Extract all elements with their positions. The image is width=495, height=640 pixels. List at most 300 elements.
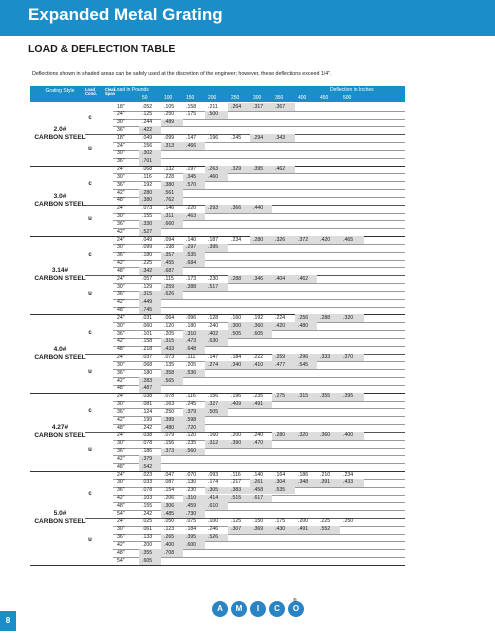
row-divider: [113, 111, 405, 112]
deflection-cell: .184: [186, 526, 197, 533]
deflection-cell: .473: [186, 338, 197, 345]
deflection-cell: .300: [231, 322, 242, 329]
deflection-cell: .245: [231, 134, 242, 141]
deflection-cell: .240: [208, 322, 219, 329]
deflection-cell: .317: [253, 103, 264, 110]
clear-span-cell: 36": [117, 408, 125, 415]
deflection-cell: .155: [142, 502, 153, 509]
deflection-cell: .125: [231, 518, 242, 525]
deflection-cell: .542: [142, 463, 153, 470]
deflection-cell: .358: [164, 369, 175, 376]
deflection-cell: .491: [298, 526, 309, 533]
deflection-cell: .099: [164, 134, 175, 141]
deflection-cell: .038: [142, 432, 153, 439]
row-divider: [113, 252, 405, 253]
deflection-cell: .306: [164, 502, 175, 509]
deflection-cell: .409: [231, 401, 242, 408]
deflection-cell: .366: [231, 205, 242, 212]
deflection-cell: .070: [186, 471, 197, 478]
deflection-cell: .288: [231, 275, 242, 282]
deflection-cell: .155: [142, 213, 153, 220]
grating-style-weight: 4.0#: [53, 345, 67, 353]
deflection-cell: .470: [253, 440, 264, 447]
logo-letter: A: [212, 601, 228, 617]
deflection-cell: .391: [320, 479, 331, 486]
deflection-cell: .078: [142, 487, 153, 494]
header-load-250: 250: [231, 95, 240, 101]
deflection-cell: .192: [253, 314, 264, 321]
clear-span-cell: 30": [117, 322, 125, 329]
grating-style-material: CARBON STEEL: [34, 431, 86, 439]
deflection-cell: .234: [231, 236, 242, 243]
deflection-cell: .373: [164, 448, 175, 455]
clear-span-cell: 48": [117, 197, 125, 204]
clear-span-cell: 30": [117, 119, 125, 126]
load-cond-label: c: [88, 114, 92, 121]
deflection-cell: .459: [186, 502, 197, 509]
deflection-cell: .466: [186, 142, 197, 149]
deflection-cell: .433: [343, 479, 354, 486]
grating-style-label: [30, 267, 90, 283]
deflection-cell: .050: [164, 518, 175, 525]
deflection-cell: .200: [142, 541, 153, 548]
deflection-cell: .399: [164, 416, 175, 423]
clear-span-cell: 30": [117, 440, 125, 447]
deflection-cell: .414: [208, 495, 219, 501]
clear-span-cell: 30": [117, 361, 125, 368]
deflection-cell: .228: [164, 173, 175, 180]
deflection-cell: .458: [253, 487, 264, 494]
deflection-cell: .199: [142, 416, 153, 423]
deflection-cell: .234: [343, 471, 354, 478]
deflection-cell: .380: [142, 197, 153, 204]
deflection-cell: .250: [164, 408, 175, 415]
deflection-cell: .462: [298, 275, 309, 282]
load-cond-label: c: [88, 251, 92, 258]
clear-span-cell: 42": [117, 260, 125, 267]
deflection-cell: .561: [164, 189, 175, 196]
deflection-cell: .187: [208, 236, 219, 243]
clear-span-cell: 36": [117, 534, 125, 541]
grating-style-label: [30, 193, 90, 209]
deflection-cell: .302: [142, 150, 153, 157]
deflection-cell: .205: [186, 361, 197, 368]
deflection-cell: .430: [275, 526, 286, 533]
clear-span-cell: 42": [117, 228, 125, 235]
clear-span-cell: 48": [117, 549, 125, 556]
deflection-cell: .307: [231, 526, 242, 533]
deflection-cell: .360: [320, 432, 331, 439]
deflection-cell: .701: [142, 158, 153, 165]
clear-span-cell: 48": [117, 267, 125, 274]
deflection-cell: .158: [186, 103, 197, 110]
deflection-cell: .093: [208, 471, 219, 478]
deflection-cell: .420: [320, 236, 331, 243]
deflection-cell: .390: [231, 440, 242, 447]
deflection-cell: .310: [186, 330, 197, 337]
deflection-cell: .156: [164, 440, 175, 447]
row-divider: [113, 173, 405, 174]
row-divider: [113, 244, 405, 245]
deflection-cell: .433: [164, 346, 175, 353]
logo-letter: O: [288, 601, 304, 617]
deflection-cell: .340: [231, 361, 242, 368]
load-cond-label: c: [88, 408, 92, 415]
deflection-cell: .147: [186, 134, 197, 141]
deflection-cell: .275: [275, 393, 286, 400]
deflection-cell: .245: [186, 401, 197, 408]
row-divider: [113, 534, 405, 535]
deflection-cell: .440: [253, 205, 264, 212]
clear-span-cell: 54": [117, 510, 125, 517]
deflection-cell: .135: [164, 361, 175, 368]
row-divider: [113, 424, 405, 425]
deflection-cell: .225: [142, 260, 153, 267]
deflection-cell: .296: [298, 354, 309, 361]
clear-span-cell: 36": [117, 126, 125, 133]
deflection-cell: .164: [275, 471, 286, 478]
deflection-cell: .037: [142, 354, 153, 361]
grating-style-material: CARBON STEEL: [34, 353, 86, 361]
deflection-cell: .402: [208, 330, 219, 337]
clear-span-cell: 42": [117, 338, 125, 345]
deflection-cell: .355: [142, 549, 153, 556]
deflection-cell: .684: [186, 260, 197, 267]
deflection-cell: .342: [142, 267, 153, 274]
clear-span-cell: 36": [117, 252, 125, 259]
header-load-500: 500: [343, 95, 352, 101]
clear-span-cell: 36": [117, 220, 125, 227]
clear-span-cell: 42": [117, 455, 125, 462]
deflection-cell: .491: [253, 401, 264, 408]
grating-style-label: [30, 126, 90, 142]
clear-span-cell: 24": [117, 205, 125, 212]
row-divider: [113, 119, 405, 120]
deflection-cell: .124: [142, 408, 153, 415]
deflection-cell: .517: [208, 283, 219, 290]
clear-span-cell: 24": [117, 354, 125, 361]
deflection-cell: .116: [142, 173, 152, 180]
clear-span-cell: 42": [117, 495, 125, 501]
load-cond-label: u: [88, 537, 92, 544]
header-load-100: 100: [164, 95, 173, 101]
clear-span-cell: 30": [117, 173, 125, 180]
deflection-cell: .545: [298, 361, 309, 368]
deflection-cell: .087: [164, 479, 175, 486]
deflection-cell: .315: [142, 291, 153, 298]
clear-span-cell: 24": [117, 166, 125, 173]
deflection-cell: .196: [208, 134, 219, 141]
deflection-cell: .186: [298, 471, 309, 478]
clear-span-cell: 24": [117, 236, 125, 243]
registered-mark: ®: [293, 598, 297, 604]
title-banner: [0, 0, 495, 36]
row-divider: [113, 541, 405, 542]
grating-style-label: [30, 346, 90, 362]
deflection-cell: .263: [208, 166, 219, 173]
deflection-cell: .283: [142, 377, 153, 384]
deflection-cell: .297: [186, 244, 197, 251]
deflection-cell: .150: [253, 518, 264, 525]
clear-span-cell: 36": [117, 487, 125, 494]
deflection-cell: .147: [208, 354, 219, 361]
deflection-cell: .250: [164, 111, 175, 118]
deflection-cell: .068: [142, 166, 153, 173]
clear-span-cell: 30": [117, 479, 125, 486]
deflection-cell: .230: [208, 275, 219, 282]
row-divider: [113, 369, 405, 370]
clear-span-cell: 36": [117, 448, 125, 455]
deflection-cell: .369: [253, 526, 264, 533]
deflection-cell: .480: [164, 424, 175, 431]
deflection-cell: .367: [275, 103, 286, 110]
deflection-cell: .025: [142, 518, 153, 525]
deflection-cell: .133: [142, 534, 153, 541]
row-divider: [113, 142, 405, 143]
deflection-cell: .230: [186, 487, 197, 494]
deflection-cell: .505: [231, 330, 242, 337]
section-title: LOAD & DEFLECTION TABLE: [28, 43, 176, 55]
deflection-cell: .094: [164, 236, 175, 243]
row-divider: [113, 510, 405, 511]
deflection-cell: .064: [164, 314, 175, 321]
deflection-cell: .565: [164, 377, 175, 384]
deflection-cell: .235: [253, 393, 264, 400]
clear-span-cell: 24": [117, 275, 125, 282]
deflection-cell: .244: [142, 119, 153, 126]
grating-style-material: CARBON STEEL: [34, 517, 86, 525]
deflection-cell: .526: [208, 534, 219, 541]
grating-style-material: CARBON STEEL: [34, 200, 86, 208]
deflection-cell: .320: [343, 314, 354, 321]
deflection-cell: .383: [231, 487, 242, 494]
deflection-cell: .156: [208, 393, 219, 400]
grating-style-material: CARBON STEEL: [34, 275, 86, 283]
clear-span-cell: 24": [117, 142, 125, 149]
deflection-cell: .264: [231, 103, 242, 110]
deflection-cell: .096: [186, 314, 197, 321]
clear-span-cell: 30": [117, 526, 125, 533]
deflection-cell: .180: [142, 369, 153, 376]
deflection-cell: .174: [208, 479, 219, 486]
row-divider: [113, 213, 405, 214]
row-divider: [113, 338, 405, 339]
header-deflection: Deflection in Inches: [330, 87, 374, 93]
deflection-cell: .078: [164, 393, 175, 400]
deflection-cell: .535: [275, 487, 286, 494]
deflection-cell: .687: [164, 267, 175, 274]
deflection-cell: .222: [253, 354, 264, 361]
deflection-cell: .465: [343, 236, 354, 243]
deflection-cell: .246: [208, 526, 219, 533]
deflection-cell: .600: [186, 541, 197, 548]
deflection-cell: .099: [142, 244, 153, 251]
deflection-cell: .073: [164, 354, 175, 361]
deflection-cell: .060: [142, 322, 153, 329]
deflection-cell: .626: [164, 291, 175, 298]
clear-span-cell: 42": [117, 541, 125, 548]
header-load-400: 400: [298, 95, 307, 101]
clear-span-cell: 48": [117, 385, 125, 392]
deflection-cell: .560: [186, 448, 197, 455]
deflection-cell: .140: [186, 236, 197, 243]
row-divider: [113, 346, 405, 347]
deflection-cell: .605: [142, 557, 153, 564]
deflection-cell: .343: [275, 134, 286, 141]
clear-span-cell: 24": [117, 393, 125, 400]
deflection-cell: .211: [208, 103, 218, 110]
clear-span-cell: 36": [117, 330, 125, 337]
grating-style-label: [30, 424, 90, 440]
clear-span-cell: 30": [117, 150, 125, 157]
clear-span-cell: 24": [117, 471, 125, 478]
deflection-cell: .379: [142, 455, 153, 462]
deflection-cell: .535: [186, 252, 197, 259]
load-cond-label: c: [88, 490, 92, 497]
header-grating-style: Grating Style: [45, 88, 75, 94]
deflection-cell: .463: [186, 213, 197, 220]
deflection-cell: .175: [275, 518, 286, 525]
deflection-cell: .103: [142, 495, 153, 501]
deflection-cell: .184: [231, 354, 242, 361]
deflection-note: Deflections shown in shaded areas can be safely used at the discretion of the engineer; however, these deflections exceed 1/4".: [32, 71, 332, 77]
deflection-cell: .123: [164, 526, 175, 533]
load-cond-label: u: [88, 369, 92, 376]
page-number: 8: [0, 611, 16, 631]
deflection-cell: .125: [142, 111, 153, 118]
deflection-cell: .315: [164, 338, 175, 345]
deflection-cell: .120: [186, 432, 197, 439]
clear-span-cell: 30": [117, 401, 125, 408]
deflection-cell: .197: [186, 166, 197, 173]
clear-span-cell: 30": [117, 283, 125, 290]
deflection-cell: .156: [142, 142, 153, 149]
header-load-cond: Load Cond.: [85, 87, 97, 96]
grating-style-weight: 4.27#: [51, 423, 69, 431]
deflection-cell: .605: [253, 330, 264, 337]
row-divider: [113, 181, 405, 182]
deflection-cell: .274: [208, 361, 219, 368]
deflection-cell: .265: [164, 534, 175, 541]
deflection-cell: .073: [142, 205, 153, 212]
deflection-cell: .235: [186, 440, 197, 447]
deflection-cell: .242: [142, 424, 153, 431]
deflection-cell: .031: [142, 314, 153, 321]
deflection-cell: .261: [253, 479, 264, 486]
deflection-cell: .395: [186, 534, 197, 541]
deflection-cell: .462: [275, 166, 286, 173]
clear-span-cell: 48": [117, 424, 125, 431]
grating-style-label: [30, 510, 90, 526]
deflection-cell: .075: [186, 518, 197, 525]
deflection-cell: .225: [320, 518, 331, 525]
deflection-cell: .460: [208, 173, 219, 180]
deflection-cell: .180: [142, 252, 153, 259]
deflection-cell: .348: [298, 479, 309, 486]
deflection-cell: .346: [253, 275, 264, 282]
deflection-cell: .745: [142, 307, 153, 314]
deflection-cell: .422: [142, 126, 153, 133]
deflection-cell: .357: [164, 252, 175, 259]
deflection-cell: .220: [186, 205, 197, 212]
header-clear-span: Clear Span: [104, 87, 116, 96]
deflection-cell: .100: [208, 518, 219, 525]
block-divider: [85, 134, 405, 135]
deflection-cell: .130: [186, 479, 197, 486]
deflection-cell: .489: [164, 119, 175, 126]
clear-span-cell: 18": [117, 134, 125, 141]
deflection-cell: .078: [142, 440, 153, 447]
deflection-cell: .047: [164, 471, 175, 478]
load-cond-label: u: [88, 145, 92, 152]
deflection-cell: .052: [142, 103, 153, 110]
deflection-cell: .217: [231, 479, 242, 486]
clear-span-cell: 30": [117, 213, 125, 220]
deflection-cell: .400: [343, 432, 354, 439]
clear-span-cell: 48": [117, 463, 125, 470]
deflection-cell: .420: [275, 322, 286, 329]
clear-span-cell: 48": [117, 502, 125, 509]
deflection-cell: .311: [164, 213, 174, 220]
deflection-cell: .485: [164, 510, 175, 517]
deflection-cell: .242: [142, 510, 153, 517]
deflection-cell: .129: [142, 283, 153, 290]
header-load-350: 350: [275, 95, 284, 101]
deflection-cell: .224: [275, 314, 286, 321]
deflection-cell: .196: [231, 393, 242, 400]
deflection-cell: .345: [186, 173, 197, 180]
deflection-cell: .333: [320, 354, 331, 361]
deflection-cell: .310: [186, 495, 197, 501]
header-load-in-pounds: Load in Pounds: [114, 87, 149, 93]
deflection-cell: .505: [208, 408, 219, 415]
deflection-cell: .660: [164, 220, 175, 227]
deflection-cell: .388: [186, 283, 197, 290]
deflection-cell: .280: [142, 189, 153, 196]
deflection-cell: .240: [253, 432, 264, 439]
deflection-cell: .610: [208, 502, 219, 509]
deflection-cell: .160: [231, 314, 242, 321]
deflection-cell: .038: [142, 393, 153, 400]
deflection-cell: .160: [208, 432, 219, 439]
deflection-cell: .115: [164, 275, 174, 282]
row-divider: [113, 502, 405, 503]
deflection-cell: .630: [208, 338, 219, 345]
deflection-cell: .327: [208, 401, 219, 408]
deflection-cell: .320: [298, 432, 309, 439]
deflection-cell: .329: [231, 166, 242, 173]
deflection-cell: .259: [164, 283, 175, 290]
clear-span-cell: 36": [117, 158, 125, 165]
deflection-cell: .315: [298, 393, 309, 400]
clear-span-cell: 54": [117, 557, 125, 564]
deflection-cell: .205: [164, 330, 175, 337]
deflection-cell: .617: [253, 495, 264, 501]
deflection-cell: .395: [343, 393, 354, 400]
deflection-cell: .140: [253, 471, 264, 478]
grating-style-material: CARBON STEEL: [34, 134, 86, 142]
deflection-cell: .198: [164, 244, 175, 251]
group-divider: [30, 565, 405, 566]
logo-letter: I: [250, 601, 266, 617]
deflection-cell: .116: [231, 471, 241, 478]
deflection-cell: .449: [142, 299, 153, 306]
deflection-cell: .305: [208, 487, 219, 494]
clear-span-cell: 48": [117, 346, 125, 353]
deflection-cell: .154: [164, 487, 175, 494]
deflection-cell: .487: [142, 385, 153, 392]
header-load-150: 150: [186, 95, 195, 101]
